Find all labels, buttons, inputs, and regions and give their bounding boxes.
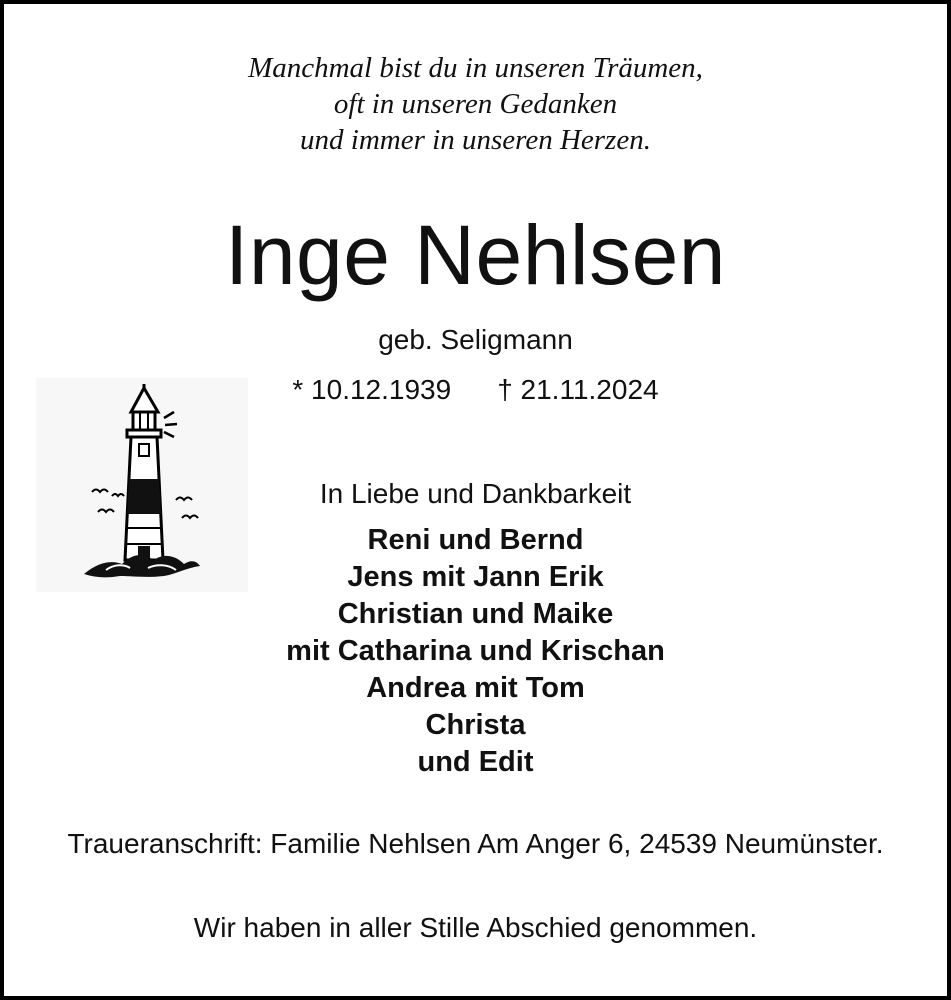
mourner-name: Christian und Maike: [337, 598, 614, 630]
mourning-address: Traueranschrift: Familie Nehlsen Am Anger 6, 24539 Neumünster.: [67, 828, 884, 859]
deceased-name: Inge Nehlsen: [224, 208, 727, 302]
mourner-name: Andrea mit Tom: [366, 672, 585, 704]
memorial-quote: [0, 50, 951, 158]
mourners-intro: In Liebe und Dankbarkeit: [319, 478, 632, 509]
quote-line-2: oft in unseren Gedanken: [333, 88, 618, 120]
closing-note: Wir haben in aller Stille Abschied genommen.: [193, 912, 758, 943]
mourner-name: und Edit: [417, 746, 534, 778]
quote-line-3: und immer in unseren Herzen.: [300, 124, 651, 156]
mourners-list: [0, 522, 951, 781]
birth-date: * 10.12.1939: [292, 374, 452, 405]
maiden-name: geb. Seligmann: [378, 324, 573, 355]
mourner-name: Jens mit Jann Erik: [347, 561, 604, 593]
death-date: † 21.11.2024: [497, 374, 659, 405]
mourner-name: Reni und Bernd: [367, 524, 584, 556]
mourner-name: mit Catharina und Krischan: [286, 635, 665, 667]
mourner-name: Christa: [425, 709, 526, 741]
quote-line-1: Manchmal bist du in unseren Träumen,: [248, 52, 703, 84]
